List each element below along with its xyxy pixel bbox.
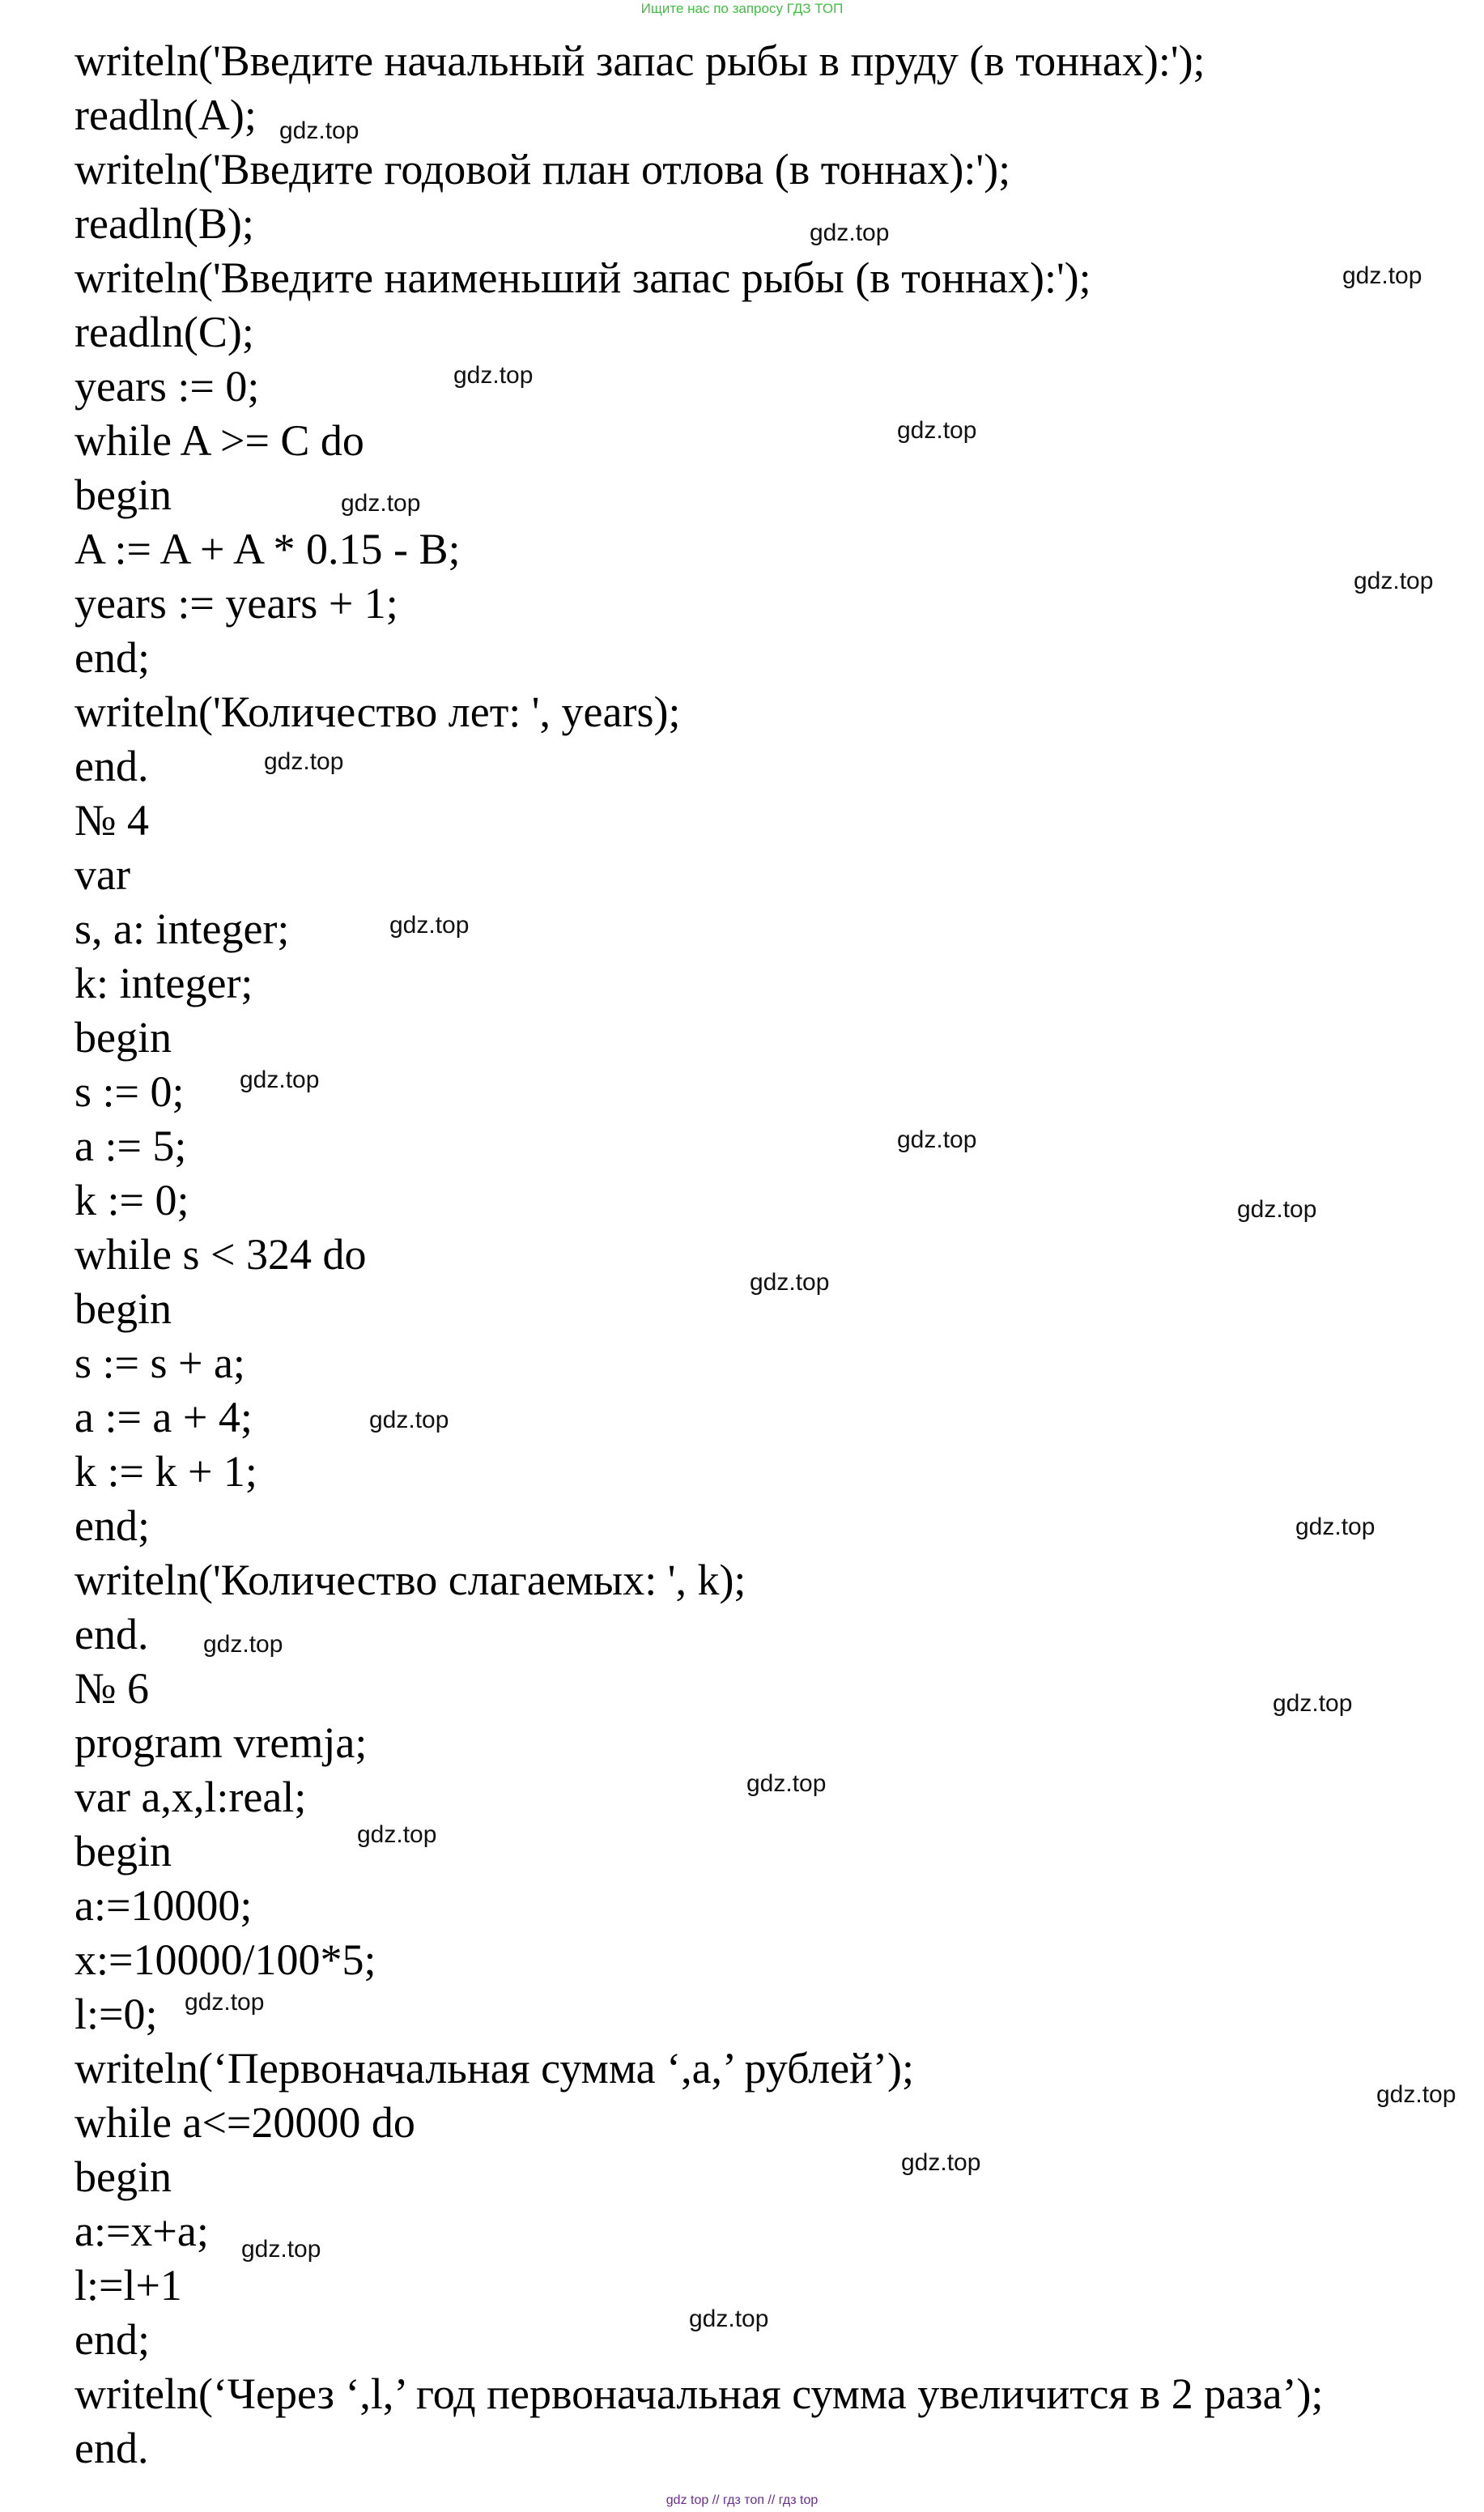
code-line: years := 0; [74,362,260,411]
watermark-text: gdz.top [897,417,977,444]
code-line: readln(A); [74,91,257,139]
watermark-text: gdz.top [750,1269,830,1296]
watermark-text: gdz.top [746,1770,827,1797]
code-line: s := 0; [74,1067,185,1116]
code-line: readln(C); [74,308,254,356]
watermark-text: gdz.top [369,1407,449,1433]
code-line: end. [74,742,149,790]
code-line: end; [74,2315,150,2364]
watermark-text: gdz.top [689,2306,769,2332]
watermark-text: gdz.top [341,490,421,517]
code-line: s, a: integer; [74,905,290,953]
watermark-text: gdz.top [241,2236,321,2263]
code-line: begin [74,1827,172,1875]
code-line: begin [74,470,172,519]
watermark-text: gdz.top [1295,1514,1376,1540]
watermark-text: gdz.top [897,1126,977,1153]
watermark-text: gdz.top [389,912,470,939]
code-line: while A >= C do [74,416,364,465]
code-line: k: integer; [74,959,253,1007]
watermark-text: gdz.top [901,2149,981,2176]
code-line: writeln('Количество лет: ', years); [74,688,681,736]
code-line: readln(B); [74,199,254,248]
watermark-text: gdz.top [185,1989,265,2016]
watermark-text: gdz.top [453,362,534,389]
watermark-text: gdz.top [1342,262,1422,289]
code-line: k := k + 1; [74,1447,257,1496]
code-line: a := 5; [74,1122,187,1170]
code-line: while a<=20000 do [74,2098,415,2147]
code-line: end. [74,2424,149,2472]
code-line: l:=l+1 [74,2261,182,2310]
code-line: begin [74,1013,172,1062]
code-line: x:=10000/100*5; [74,1935,376,1984]
code-line: program vremja; [74,1718,368,1767]
watermark-text: gdz.top [1237,1196,1317,1223]
watermark-text: gdz.top [279,117,359,144]
watermark-text: gdz.top [1376,2081,1456,2108]
code-line: writeln('Введите годовой план отлова (в тоннах):'); [74,145,1011,194]
code-line: while s < 324 do [74,1230,367,1279]
code-line: a := a + 4; [74,1393,253,1441]
watermark-text: gdz.top [1354,568,1434,594]
code-line: end; [74,1501,150,1550]
code-line: writeln('Введите наименьший запас рыбы (в тоннах):'); [74,253,1091,302]
code-line: A := A + A * 0.15 - B; [74,525,461,573]
code-line: writeln('Введите начальный запас рыбы в пруду (в тоннах):'); [74,36,1205,85]
code-line: № 4 [74,796,150,845]
code-line: writeln(‘Первоначальная сумма ‘,a,’ рублей’); [74,2044,914,2093]
code-line: begin [74,1284,172,1333]
code-line: var a,x,l:real; [74,1773,307,1821]
code-listing [74,34,1467,2476]
watermark-text: gdz.top [357,1821,437,1848]
watermark-text: gdz.top [810,219,890,246]
top-banner: Ищите нас по запросу ГДЗ ТОП [640,1,844,16]
watermark-text: gdz.top [203,1631,283,1658]
code-line: № 6 [74,1664,150,1713]
code-line: s := s + a; [74,1339,245,1387]
code-line: years := years + 1; [74,579,398,628]
watermark-text: gdz.top [264,748,344,775]
code-line: a:=10000; [74,1881,253,1930]
bottom-banner: gdz top // гдз топ // гдз top [665,2493,819,2507]
watermark-text: gdz.top [1273,1690,1353,1717]
code-line: writeln(‘Через ‘,l,’ год первоначальная сумма увеличится в 2 раза’); [74,2369,1324,2418]
code-line: l:=0; [74,1990,158,2038]
code-line: begin [74,2152,172,2201]
code-line: end. [74,1610,149,1658]
code-line: var [74,850,130,899]
code-line: k := 0; [74,1176,189,1224]
code-line: a:=x+a; [74,2207,209,2255]
code-line: end; [74,633,150,682]
code-line: writeln('Количество слагаемых: ', k); [74,1556,746,1604]
watermark-text: gdz.top [240,1067,320,1093]
